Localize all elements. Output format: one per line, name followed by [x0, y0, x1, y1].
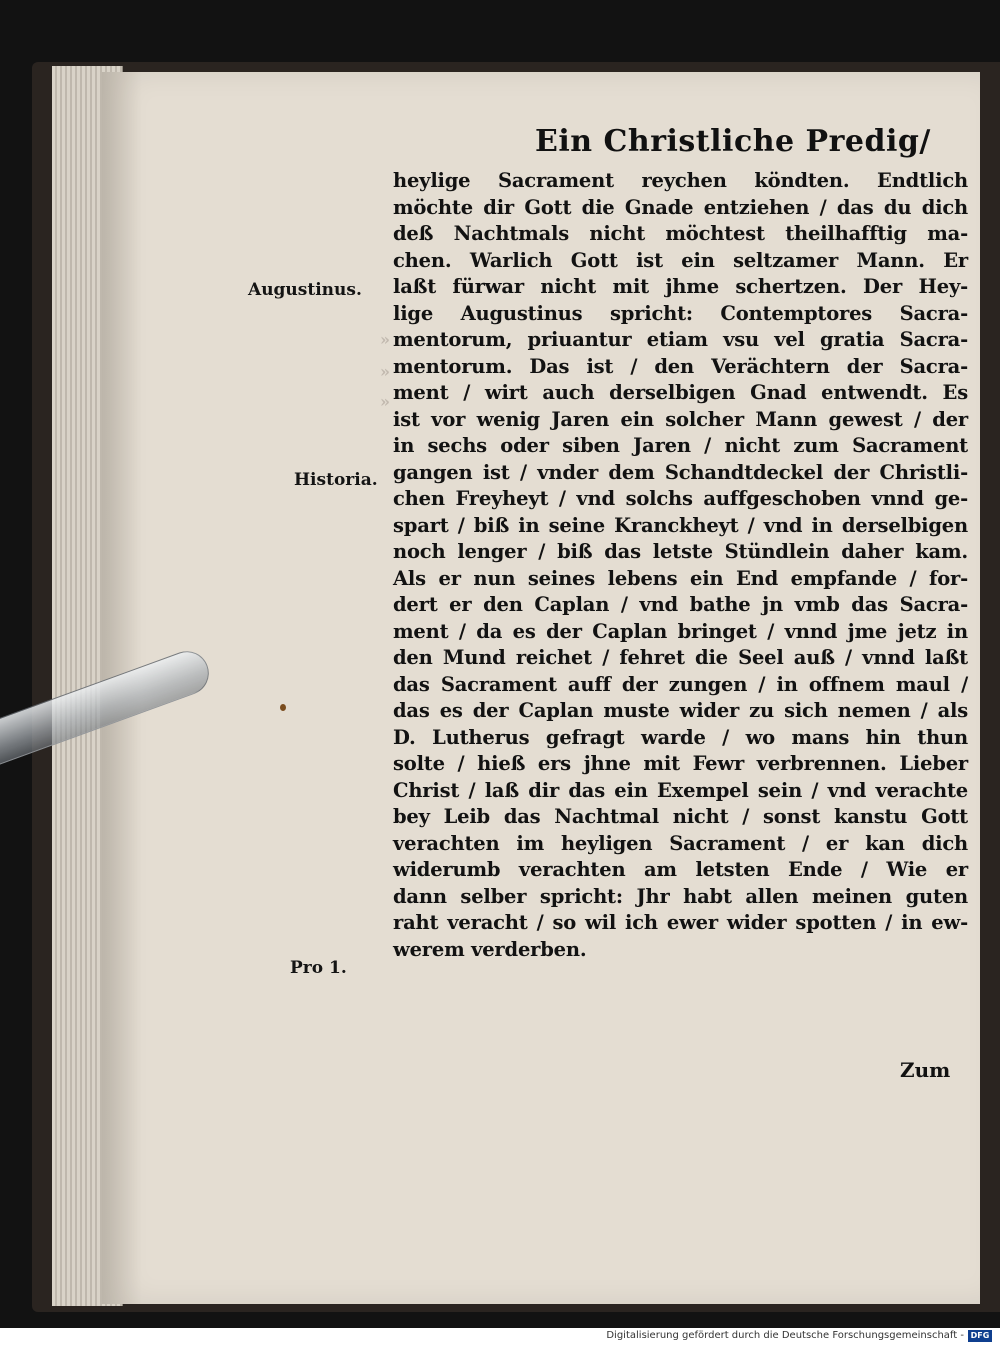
catchword: Zum: [900, 1058, 951, 1082]
text-line: Als er nun seines lebens ein End empfande / for-: [393, 566, 968, 590]
text-line: möchte dir Gott die Gnade entziehen / das du dich: [393, 195, 968, 219]
text-line: laßt fürwar nicht mit jhme schertzen. Der Hey-: [393, 275, 968, 298]
ink-spot: [280, 704, 286, 711]
bleed-through-mark: »: [380, 362, 390, 381]
text-line: ist vor wenig Jaren ein solcher Mann gewest / der: [393, 407, 968, 431]
text-line: widerumb verachten am letsten Ende / Wie er: [393, 858, 968, 881]
running-head: Ein Christliche Predig/: [535, 124, 931, 159]
text-line: Christ / laß dir das ein Exempel sein / vnd verachte: [393, 778, 968, 802]
text-line: das Sacrament auff der zungen / in offnem maul /: [393, 672, 968, 696]
dfg-logo: DFG: [968, 1330, 992, 1342]
text-line: dann selber spricht: Jhr habt allen meinen guten: [393, 884, 968, 908]
text-line: lige Augustinus spricht: Contemptores Sacra-: [393, 301, 968, 325]
text-line: das es der Caplan muste wider zu sich nemen / als: [393, 699, 968, 722]
text-line: mentorum, priuantur etiam vsu vel gratia Sacra-: [393, 328, 968, 351]
body-text-block: [393, 168, 968, 963]
text-line: werem verderben.: [393, 937, 587, 961]
text-line: bey Leib das Nachtmal nicht / sonst kanstu Gott: [393, 805, 968, 828]
text-line: mentorum. Das ist / den Verächtern der Sacra-: [393, 354, 968, 378]
bleed-through-mark: »: [380, 330, 390, 349]
text-line: den Mund reichet / fehret die Seel auß / vnnd laßt: [393, 646, 968, 669]
text-line: ment / da es der Caplan bringet / vnnd jme jetz in: [393, 619, 968, 643]
text-line: heylige Sacrament reychen köndten. Endtlich: [393, 169, 968, 192]
margin-note-historia: Historia.: [294, 470, 378, 490]
text-line: in sechs oder siben Jaren / nicht zum Sacrament: [393, 434, 968, 457]
margin-note-augustinus: Augustinus.: [248, 280, 362, 300]
footer-credit: Digitalisierung gefördert durch die Deutsche Forschungsgemeinschaft -: [606, 1330, 964, 1341]
text-line: dert er den Caplan / vnd bathe jn vmb das Sacra-: [393, 593, 968, 616]
bleed-through-mark: »: [380, 392, 390, 411]
margin-note-proverbs: Pro 1.: [290, 958, 347, 978]
text-line: deß Nachtmals nicht möchtest theilhafftig ma-: [393, 222, 968, 245]
text-line: chen. Warlich Gott ist ein seltzamer Mann. Er: [393, 248, 968, 272]
text-line: spart / biß in seine Kranckheyt / vnd in derselbigen: [393, 513, 968, 537]
text-line: ment / wirt auch derselbigen Gnad entwendt. Es: [393, 381, 968, 404]
text-line: chen Freyheyt / vnd solchs auffgeschoben vnnd ge-: [393, 487, 968, 510]
text-line: gangen ist / vnder dem Schandtdeckel der Christli-: [393, 460, 968, 484]
text-line: raht veracht / so wil ich ewer wider spotten / in ew-: [393, 911, 968, 934]
text-line: D. Lutherus gefragt warde / wo mans hin thun: [393, 725, 968, 749]
text-line: noch lenger / biß das letste Stündlein daher kam.: [393, 540, 968, 563]
text-line: solte / hieß ers jhne mit Fewr verbrennen. Lieber: [393, 752, 968, 775]
text-line: verachten im heyligen Sacrament / er kan dich: [393, 831, 968, 855]
